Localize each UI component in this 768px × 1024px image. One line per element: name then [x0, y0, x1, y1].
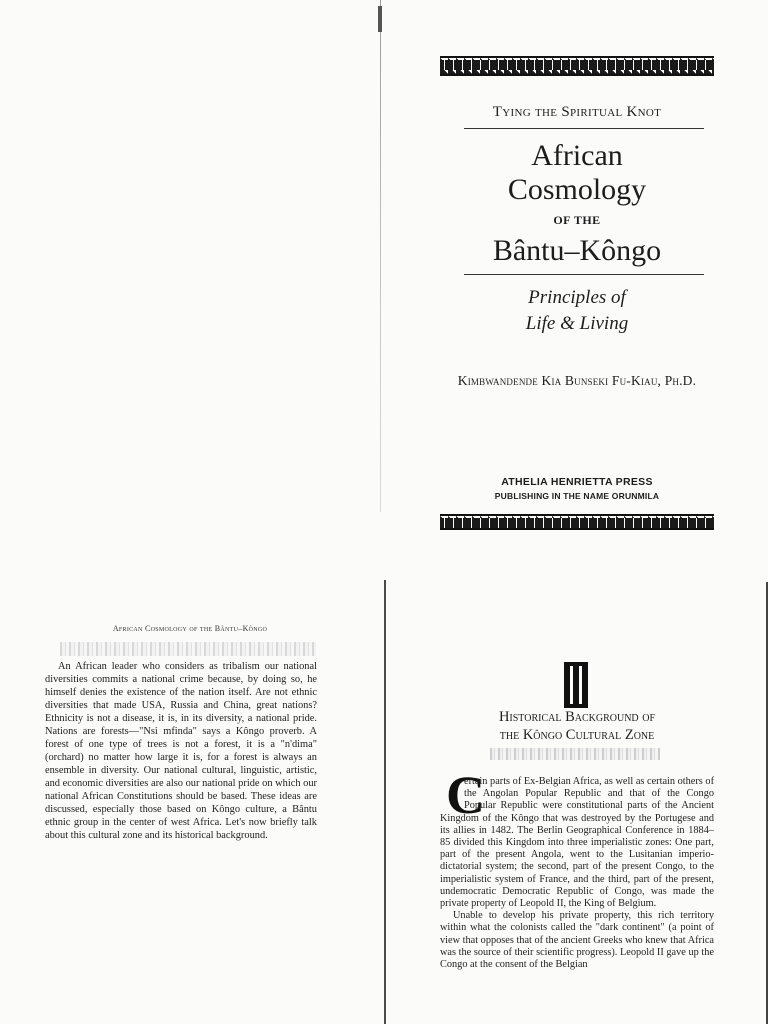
- paragraph-1-wrap: [440, 776, 714, 910]
- series-title: Tying the Spiritual Knot: [492, 104, 662, 120]
- paragraph-1: ertain parts of Ex-Belgian Africa, as well as certain others of the Angolan Popular Republic and that of the Congo Popular Republic were constitutional parts of the Ancient Kingdom of the Kôngo that was destroyed by the Portugese and its allies in 1482. The Berlin Geographical Conference in 1884–85 divided this Kingdom into three imperialistic zones: One part, part of the present Angola, went to the Lusitanian imperio-dictatorial system; the second, part of the present Congo, to the imperialistic system of France, and the third, part of the present, undemocratic Democratic Republic of Congo, was made the private property of Leopold II, the King of Belgium.: [440, 776, 714, 910]
- chapter-number: [564, 662, 588, 708]
- page-gutter: [384, 580, 386, 1024]
- title-rule: [464, 128, 704, 129]
- drop-cap-spacer: [440, 776, 464, 812]
- triangle-ornament-band: [440, 56, 714, 76]
- book-title-connector: OF THE: [553, 213, 601, 227]
- paragraph-2: Unable to develop his private property, this rich territory within what the colonists called the "dark continent" (a point of view that opposes that of the ancient Greeks who knew that Africa was the source of their scientific progress). Leopold II gave up the Congo at the consent of the Belgian: [440, 910, 714, 971]
- page-gutter: [380, 0, 381, 512]
- left-page-body: An African leader who considers as tribalism our national diversities commits a national crime because, by doing so, he himself denies the existence of the nation itself. Are not ethnic diversities that made USA, Russia and China, great nations? Ethnicity is not a disease, it is, in its diversity, a national pride. Nations are forests—"Nsi mfinda" says a Kôngo proverb. A forest of one type of trees is not a forest, it is a "n'dima" (orchard) no matter how large it is, for a forest is always an ensemble in diversity. Our national cultural, linguistic, artistic, and economic diversities are also our national pride on which our national African Constitutions should be based. These ideas are discussed, especially those based on Kôngo culture, a Bântu ethnic group in the center of west Africa. Let's now briefly talk about this cultural zone and its historical background.: [45, 661, 317, 841]
- book-subtitle: [440, 285, 714, 337]
- chapter-title-line-1: Historical Background of: [498, 709, 656, 725]
- title-rule: [464, 274, 704, 275]
- triangle-ornament-band: [440, 514, 714, 530]
- running-head: African Cosmology of the Bântu–Kôngo: [112, 624, 268, 633]
- chapter-title-line-2: the Kôngo Cultural Zone: [499, 727, 655, 743]
- publisher-name: ATHELIA HENRIETTA PRESS: [501, 476, 653, 488]
- publisher-tagline: PUBLISHING IN THE NAME ORUNMILA: [494, 491, 660, 501]
- book-title-line-1: African: [531, 139, 623, 172]
- binding-mark: [378, 6, 382, 32]
- chapter-ornament: [490, 748, 660, 760]
- header-ornament: [60, 642, 316, 656]
- text-page-spread: [0, 512, 768, 1024]
- subtitle-line-2: Life & Living: [525, 313, 629, 334]
- book-title-line-2: Cosmology: [507, 173, 647, 206]
- book-title-line-3: Bântu–Kôngo: [492, 234, 662, 267]
- subtitle-line-1: Principles of: [528, 287, 626, 308]
- drop-cap: C: [446, 765, 485, 825]
- author-name: Kimbwandende Kia Bunseki Fu-Kiau, Ph.D.: [457, 373, 697, 388]
- right-page-body: [440, 776, 714, 971]
